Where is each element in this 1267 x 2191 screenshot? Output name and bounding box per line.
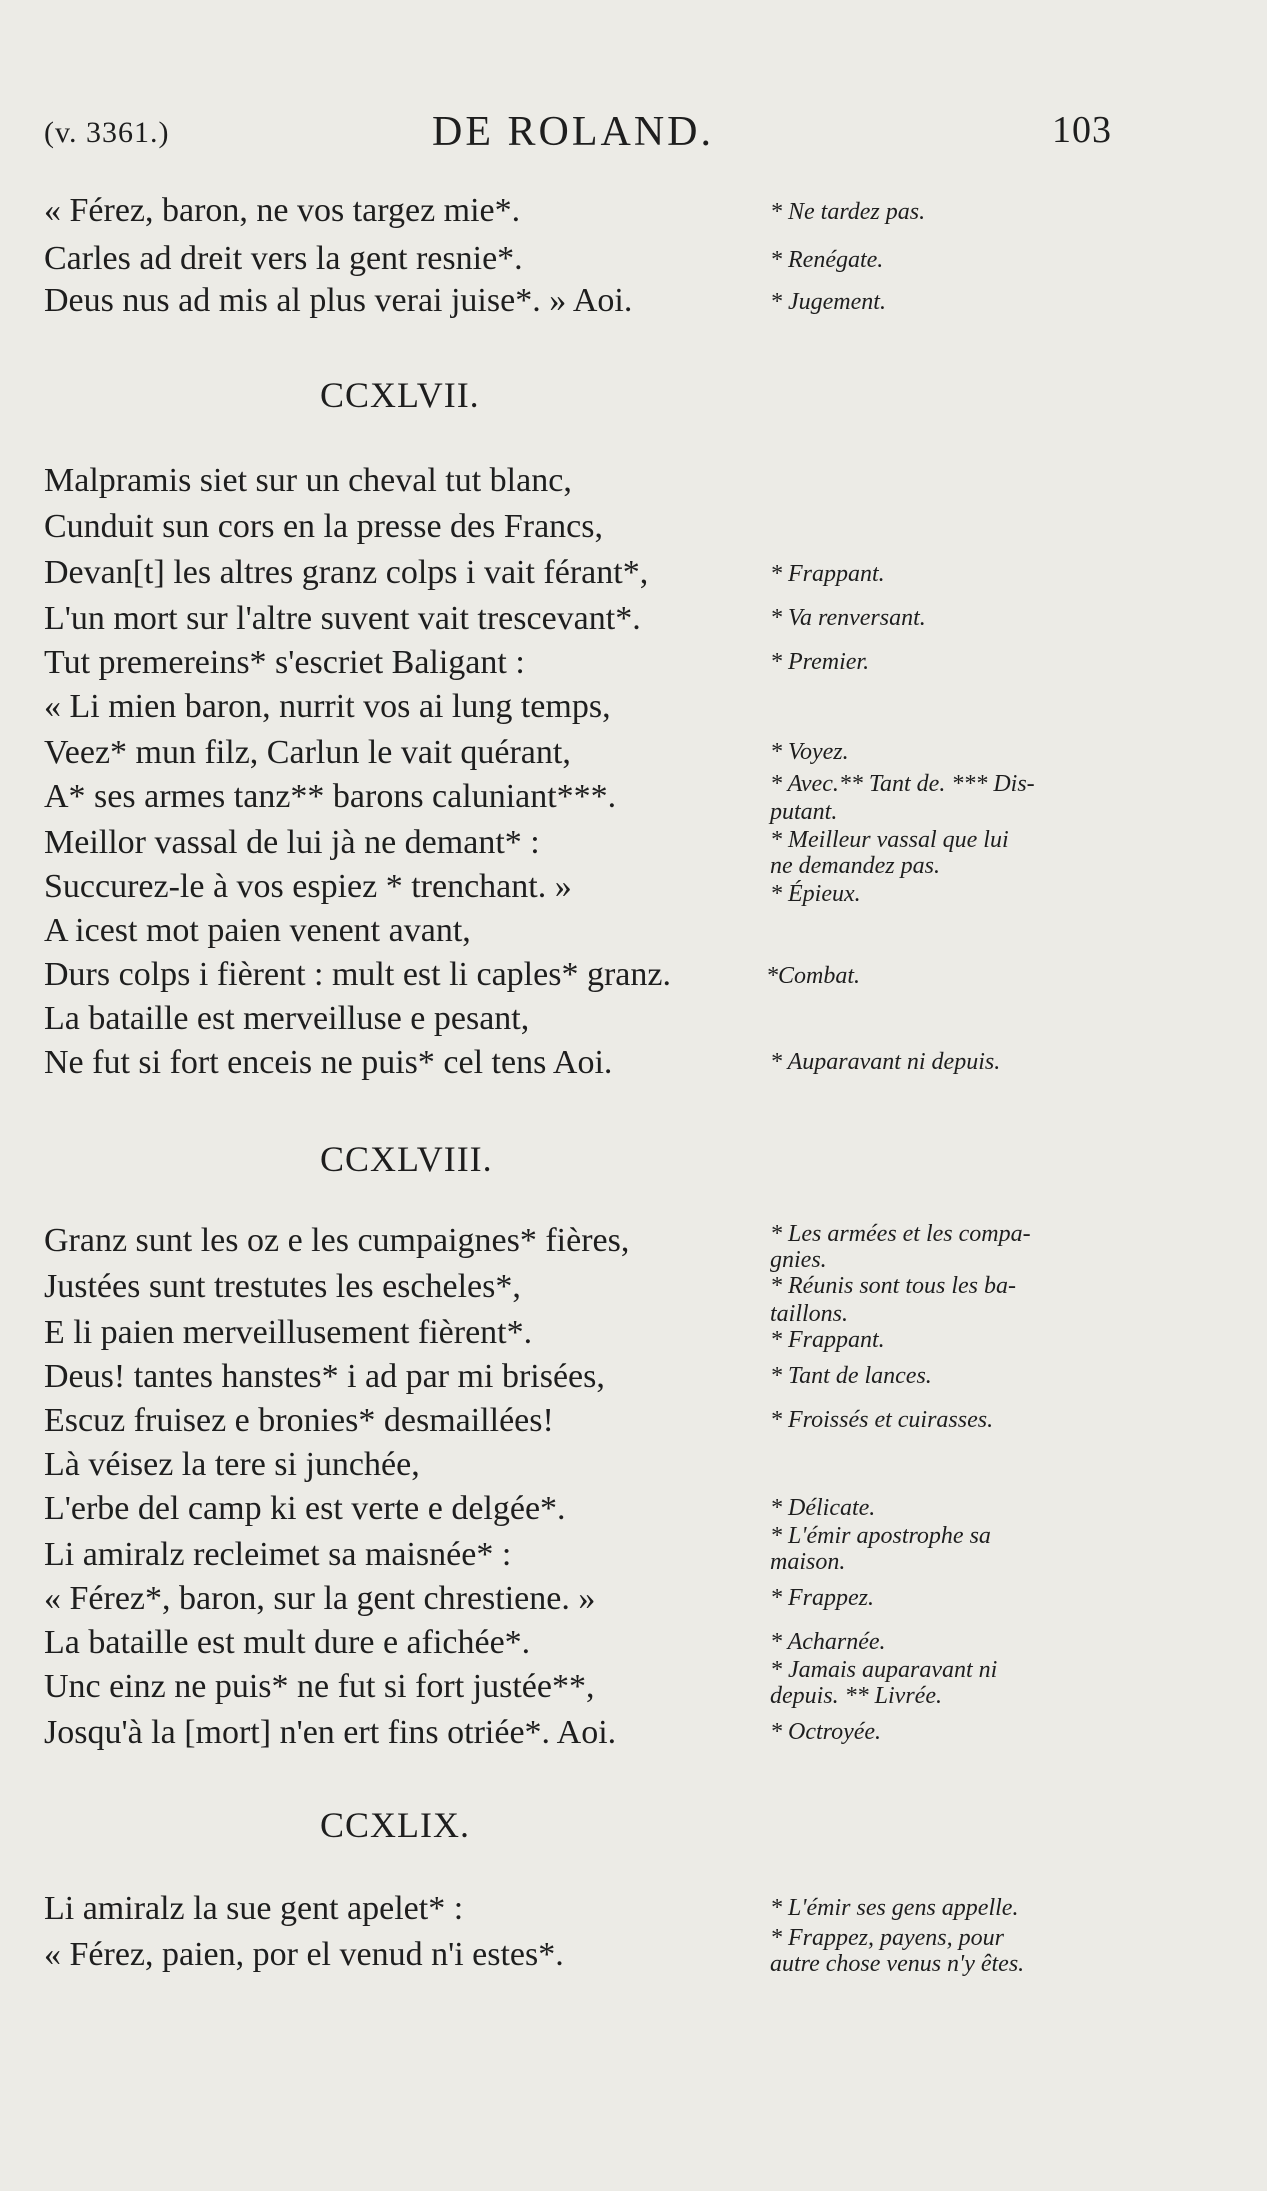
gloss-note: * Jamais auparavant ni <box>770 1657 998 1683</box>
gloss-note: * Réunis sont tous les ba- <box>770 1273 1016 1299</box>
gloss-note: * Froissés et cuirasses. <box>770 1407 994 1433</box>
gloss-note: * Octroyée. <box>770 1719 882 1745</box>
gloss-note: * Frappez. <box>770 1585 874 1611</box>
verse-line: Ne fut si fort enceis ne puis* cel tens Aoi. <box>44 1044 613 1081</box>
gloss-note: autre chose venus n'y êtes. <box>770 1951 1025 1977</box>
gloss-note: * Voyez. <box>770 739 849 765</box>
verse-line: Meillor vassal de lui jà ne demant* : <box>44 824 540 861</box>
verse-line: Justées sunt trestutes les escheles*, <box>44 1268 521 1305</box>
verse-line: Cunduit sun cors en la presse des Francs, <box>44 508 604 545</box>
gloss-note: * Premier. <box>770 649 870 675</box>
gloss-note: * Frappez, payens, pour <box>770 1925 1004 1951</box>
verse-line: Devan[t] les altres granz colps i vait férant*, <box>44 554 649 591</box>
verse-line: La bataille est mult dure e afichée*. <box>44 1624 531 1661</box>
gloss-note: depuis. ** Livrée. <box>770 1683 942 1709</box>
gloss-note: * Auparavant ni depuis. <box>770 1049 1001 1075</box>
gloss-note: taillons. <box>770 1301 849 1327</box>
page-number: 103 <box>1052 109 1112 151</box>
verse-line: « Li mien baron, nurrit vos ai lung temps, <box>44 688 611 725</box>
gloss-note: * Ne tardez pas. <box>770 199 926 225</box>
verse-line: « Férez*, baron, sur la gent chrestiene. » <box>44 1580 596 1617</box>
verse-line: Veez* mun filz, Carlun le vait quérant, <box>44 734 571 771</box>
verse-line: L'erbe del camp ki est verte e delgée*. <box>44 1490 566 1527</box>
gloss-note: * Délicate. <box>770 1495 876 1521</box>
verse-line: Granz sunt les oz e les cumpaignes* fières, <box>44 1222 630 1259</box>
gloss-note: *Combat. <box>766 963 861 989</box>
verse-line: Carles ad dreit vers la gent resnie*. <box>44 240 523 277</box>
gloss-note: * Frappant. <box>770 561 885 587</box>
gloss-note: * L'émir apostrophe sa <box>770 1523 991 1549</box>
gloss-note: maison. <box>770 1549 846 1575</box>
verse-line: Durs colps i fièrent : mult est li caples* granz. <box>44 956 671 993</box>
running-title: DE ROLAND. <box>432 109 714 155</box>
gloss-note: putant. <box>770 799 838 825</box>
section-title: CCXLVIII. <box>320 1139 493 1179</box>
verse-line: Là véisez la tere si junchée, <box>44 1446 420 1483</box>
verse-line: Li amiralz recleimet sa maisnée* : <box>44 1536 512 1573</box>
gloss-note: gnies. <box>770 1247 827 1273</box>
gloss-note: * Renégate. <box>770 247 884 273</box>
section-title: CCXLIX. <box>320 1805 470 1845</box>
verse-line: Unc einz ne puis* ne fut si fort justée**, <box>44 1668 595 1705</box>
gloss-note: * Épieux. <box>770 881 861 907</box>
gloss-note: * Va renversant. <box>770 605 926 631</box>
verse-line: A* ses armes tanz** barons caluniant***. <box>44 778 617 815</box>
verse-line: Li amiralz la sue gent apelet* : <box>44 1890 464 1927</box>
verse-line: L'un mort sur l'altre suvent vait trescevant*. <box>44 600 641 637</box>
gloss-note: * Acharnée. <box>770 1629 886 1655</box>
gloss-note: * Tant de lances. <box>770 1363 932 1389</box>
gloss-note: * Avec.** Tant de. *** Dis- <box>770 771 1035 797</box>
verse-line: « Férez, paien, por el venud n'i estes*. <box>44 1936 564 1973</box>
verse-line: La bataille est merveilluse e pesant, <box>44 1000 530 1037</box>
verse-reference: (v. 3361.) <box>44 116 170 149</box>
gloss-note: * Meilleur vassal que lui <box>770 827 1009 853</box>
verse-line: Malpramis siet sur un cheval tut blanc, <box>44 462 572 499</box>
verse-line: Succurez-le à vos espiez * trenchant. » <box>44 868 572 905</box>
verse-line: Josqu'à la [mort] n'en ert fins otriée*. Aoi. <box>44 1714 617 1751</box>
verse-line: Deus! tantes hanstes* i ad par mi brisées, <box>44 1358 605 1395</box>
gloss-note: ne demandez pas. <box>770 853 940 879</box>
verse-line: A icest mot paien venent avant, <box>44 912 471 949</box>
gloss-note: * Frappant. <box>770 1327 885 1353</box>
gloss-note: * Jugement. <box>770 289 886 315</box>
verse-line: « Férez, baron, ne vos targez mie*. <box>44 192 521 229</box>
verse-line: Deus nus ad mis al plus verai juise*. » Aoi. <box>44 282 633 319</box>
verse-line: E li paien merveillusement fièrent*. <box>44 1314 533 1351</box>
verse-line: Escuz fruisez e bronies* desmaillées! <box>44 1402 554 1439</box>
gloss-note: * Les armées et les compa- <box>770 1221 1031 1247</box>
verse-line: Tut premereins* s'escriet Baligant : <box>44 644 525 681</box>
gloss-note: * L'émir ses gens appelle. <box>770 1895 1019 1921</box>
section-title: CCXLVII. <box>320 375 480 415</box>
